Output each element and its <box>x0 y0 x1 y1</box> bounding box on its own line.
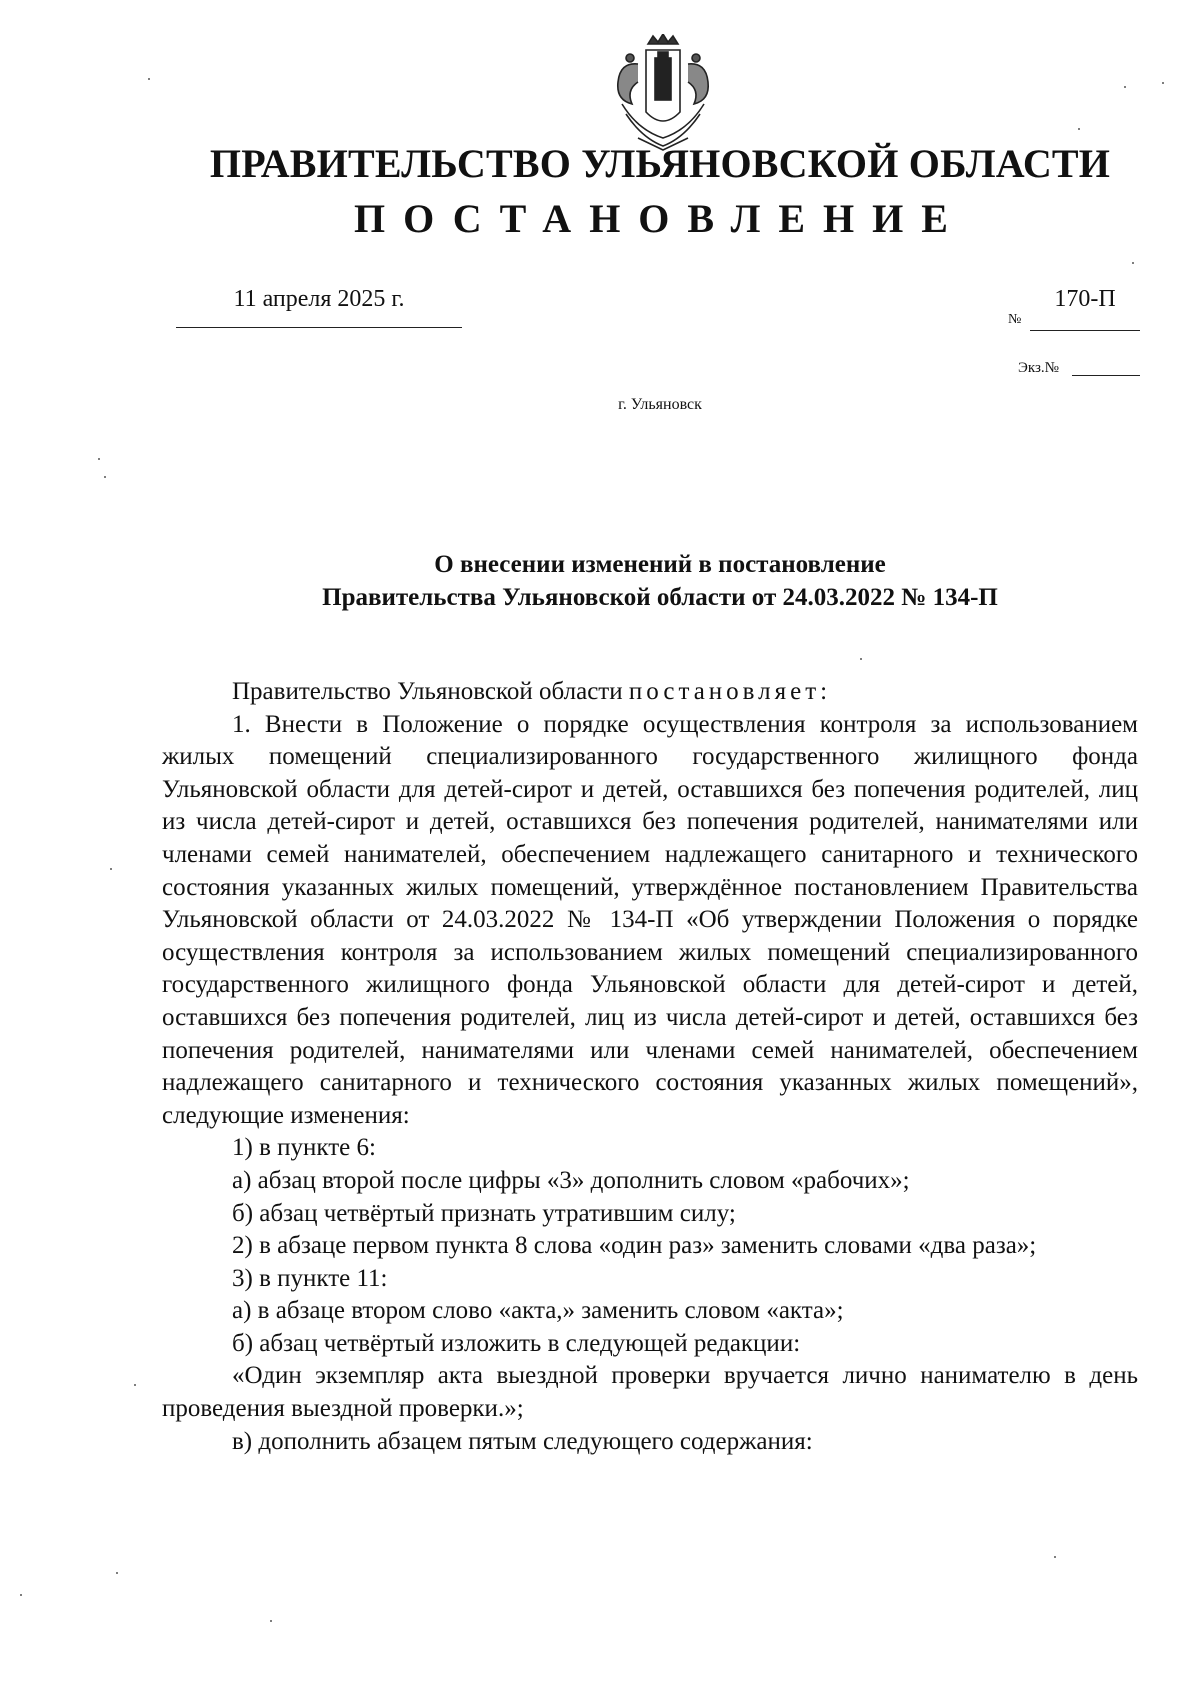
document-subject <box>0 548 1200 614</box>
intro-paragraph <box>162 676 1138 709</box>
body-paragraph: б) абзац четвёртый признать утратившим силу; <box>232 1199 736 1227</box>
ulyanovsk-coat-of-arms-icon <box>608 34 718 152</box>
intro-lead: Правительство Ульяновской области <box>232 678 623 705</box>
body-paragraph: а) абзац второй после цифры «3» дополнить словом «рабочих»; <box>232 1166 910 1194</box>
document-number: 170-П <box>1054 286 1116 312</box>
subject-line-2: Правительства Ульяновской области от 24.03.2022 № 134-П <box>322 584 998 611</box>
city: г. Ульяновск <box>618 396 702 413</box>
body-paragraph: 1. Внести в Положение о порядке осуществления контроля за использованием жилых помещений специализированного государственного жилищного фонда Ульяновской области для детей-сирот и детей, оставшихся без попечения родителей, лиц из числа детей-сирот и детей, оставшихся без попечения родителей, нанимателями или членами семей нанимателей, обеспечением надлежащего санитарного и технического состояния указанных жилых помещений, утверждённое постановлением Правительства Ульяновской области от 24.03.2022 № 134-П «Об утверждении Положения о порядке осуществления контроля за использованием жилых помещений специализированного государственного жилищного фонда Ульяновской области для детей-сирот и детей, оставшихся без попечения родителей, лиц из числа детей-сирот и детей, оставшихся без попечения родителей, нанимателями или членами семей нанимателей, обеспечением надлежащего санитарного и технического состояния указанных жилых помещений», следующие изменения: <box>162 710 1138 1129</box>
copy-number-label: Экз.№ <box>1018 360 1059 376</box>
subject-line-1: О внесении изменений в постановление <box>434 551 886 578</box>
number-underline <box>1030 330 1140 331</box>
body-paragraph: в) дополнить абзацем пятым следующего содержания: <box>232 1427 813 1455</box>
body-paragraph: 1) в пункте 6: <box>232 1134 376 1162</box>
document-date: 11 апреля 2025 г. <box>233 286 405 312</box>
body-paragraph: б) абзац четвёртый изложить в следующей редакции: <box>232 1329 801 1357</box>
body-paragraph: 2) в абзаце первом пункта 8 слова «один раз» заменить словами «два раза»; <box>232 1232 1037 1260</box>
copy-number-underline <box>1072 375 1140 376</box>
body-paragraph: «Один экземпляр акта выездной проверки вручается лично нанимателю в день проведения выездной проверки.»; <box>162 1362 1138 1423</box>
number-label: № <box>1008 312 1022 327</box>
date-underline <box>176 327 462 328</box>
body-paragraph: а) в абзаце втором слово «акта,» заменить словом «акта»; <box>232 1297 844 1325</box>
body-paragraph: 3) в пункте 11: <box>232 1264 388 1292</box>
government-title: ПРАВИТЕЛЬСТВО УЛЬЯНОВСКОЙ ОБЛАСТИ <box>209 141 1111 186</box>
document-body <box>162 676 1138 1458</box>
intro-decree-word: постановляет: <box>628 678 832 705</box>
document-type-title: ПОСТАНОВЛЕНИЕ <box>354 196 966 241</box>
